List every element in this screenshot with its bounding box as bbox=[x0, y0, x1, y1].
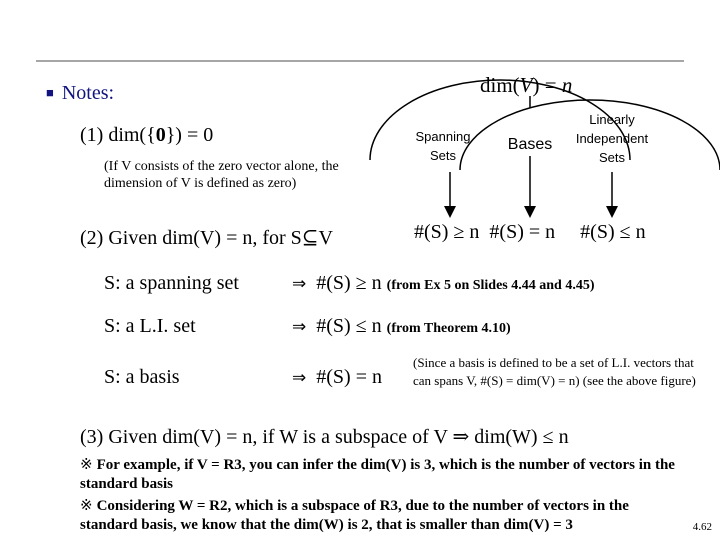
spanning-label-line1: Spanning bbox=[415, 129, 471, 144]
row-li-value: #(S) ≤ n bbox=[316, 315, 382, 337]
example-2 bbox=[80, 496, 690, 535]
li-label-line2: Independent bbox=[575, 131, 649, 146]
row-basis-label: S: a basis bbox=[104, 366, 180, 388]
row-basis-value: #(S) = n bbox=[316, 366, 382, 388]
implies-icon: ⇒ bbox=[292, 368, 307, 388]
item-1-note: (If V consists of the zero vector alone, the dimension of V is defined as zero) bbox=[104, 159, 339, 191]
bases-label: Bases bbox=[507, 136, 553, 153]
notes-label: Notes: bbox=[61, 82, 115, 104]
cond-li: #(S) ≤ n bbox=[580, 221, 646, 243]
dim-equation: dim(V) = n bbox=[480, 73, 573, 97]
implies-icon: ⇒ bbox=[292, 317, 307, 337]
cond-spanning: #(S) ≥ n bbox=[414, 221, 480, 243]
item-3: (3) Given dim(V) = n, if W is a subspace of V ⇒ dim(W) ≤ n bbox=[80, 426, 569, 448]
spanning-label-line2: Sets bbox=[429, 148, 457, 163]
row-li-result bbox=[292, 315, 511, 338]
implies-icon: ⇒ bbox=[292, 274, 307, 294]
row-basis-note: (Since a basis is defined to be a set of L.I. vectors that can spans V, #(S) = dim(V) = n) (see the above figure) bbox=[413, 355, 696, 388]
row-spanning-result bbox=[292, 272, 595, 295]
li-label-line1: Linearly bbox=[589, 112, 635, 127]
diagram-conditions bbox=[414, 221, 646, 244]
page-number: 4.62 bbox=[692, 521, 712, 533]
row-li-note: (from Theorem 4.10) bbox=[386, 321, 511, 336]
example-2-text: Considering W = R2, which is a subspace of R3, due to the number of vectors in the standard basis, we know that the dim(W) is 2, that is smaller than dim(V) = 3 bbox=[80, 498, 629, 533]
reference-mark-icon: ※ bbox=[80, 496, 93, 514]
row-li-label: S: a L.I. set bbox=[104, 315, 196, 337]
example-1-text: For example, if V = R3, you can infer the dim(V) is 3, which is the number of vectors in the standard basis bbox=[80, 457, 675, 492]
item-2: (2) Given dim(V) = n, for S⊆V bbox=[80, 227, 333, 249]
square-bullet-icon: ■ bbox=[46, 85, 54, 100]
example-1 bbox=[80, 455, 690, 494]
cond-bases: #(S) = n bbox=[489, 221, 556, 243]
li-label-line3: Sets bbox=[598, 150, 626, 165]
row-spanning-note: (from Ex 5 on Slides 4.44 and 4.45) bbox=[386, 278, 595, 293]
row-spanning-label: S: a spanning set bbox=[104, 272, 239, 294]
item-1: (1) dim({0}) = 0 bbox=[80, 124, 214, 146]
row-basis-result bbox=[292, 366, 382, 389]
row-spanning-value: #(S) ≥ n bbox=[316, 272, 382, 294]
reference-mark-icon: ※ bbox=[80, 455, 93, 473]
